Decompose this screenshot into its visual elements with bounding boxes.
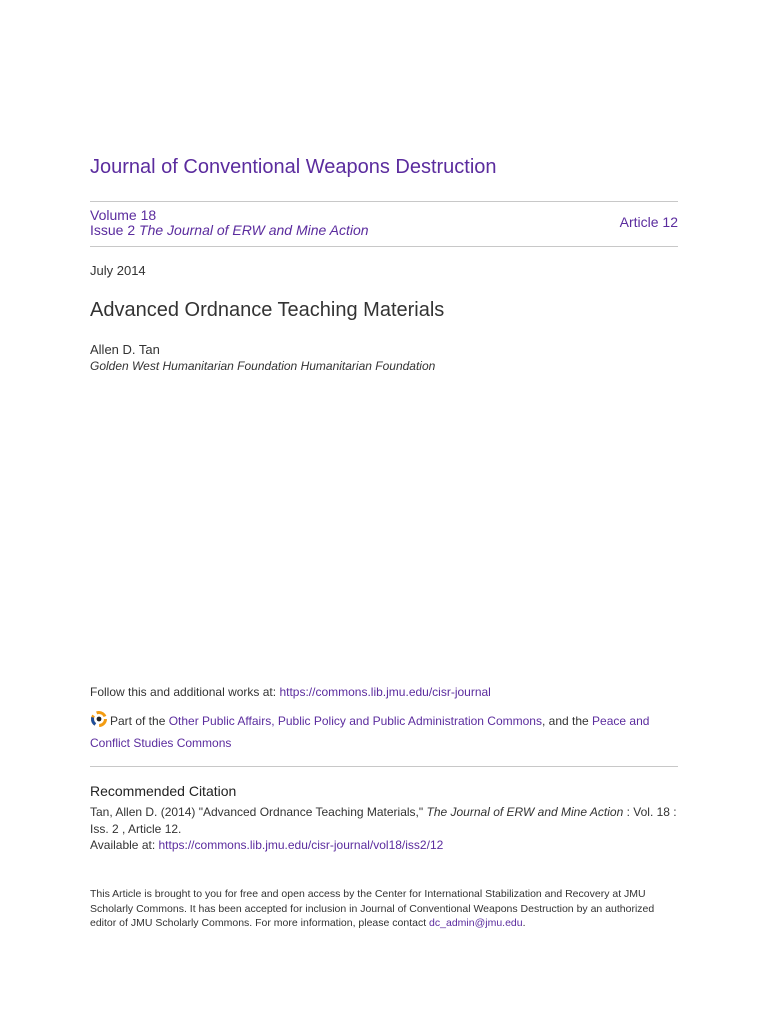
volume-link[interactable]: Volume 18 (90, 207, 157, 223)
follow-line (90, 685, 491, 699)
follow-url-link[interactable]: https://commons.lib.jmu.edu/cisr-journal (279, 685, 491, 699)
available-prefix: Available at: (90, 838, 159, 852)
publication-date: July 2014 (90, 263, 146, 278)
access-note-text: This Article is brought to you for free and open access by the Center for International Stabilization and Recovery at JMU Scholarly Commons. It has been accepted for inclusion in Journal of Conventional Weapons Destruction by an authorized editor of JMU Scholarly Commons. For more information, please contact (90, 888, 655, 929)
commons-link-peace-conflict[interactable]: Peace and Conflict Studies Commons (90, 714, 650, 750)
recommended-citation-heading: Recommended Citation (90, 783, 237, 799)
contact-email-link[interactable]: dc_admin@jmu.edu (429, 917, 523, 929)
article-url-link[interactable]: https://commons.lib.jmu.edu/cisr-journal/vol18/iss2/12 (158, 838, 444, 852)
part-of-line (90, 710, 680, 754)
article-number-link[interactable]: Article 12 (619, 214, 678, 230)
author-name: Allen D. Tan (90, 342, 160, 357)
citation-text (90, 804, 678, 854)
part-of-prefix: Part of the (110, 714, 169, 728)
article-title: Advanced Ordnance Teaching Materials (90, 299, 445, 321)
network-commons-icon (90, 710, 108, 728)
access-note-end: . (522, 917, 526, 929)
issue-label: Issue 2 (90, 222, 136, 238)
commons-link-public-affairs[interactable]: Other Public Affairs, Public Policy and Public Administration Commons (168, 714, 542, 728)
citation-end: : Vol. 18 : Iss. 2 , Article 12. (90, 805, 677, 836)
author-affiliation: Golden West Humanitarian Foundation Humanitarian Foundation (90, 359, 436, 373)
journal-title-link[interactable]: Journal of Conventional Weapons Destruction (90, 156, 497, 178)
follow-prefix: Follow this and additional works at: (90, 685, 280, 699)
citation-journal: The Journal of ERW and Mine Action (426, 805, 624, 819)
top-divider (90, 201, 678, 202)
citation-divider (90, 766, 678, 767)
access-note (90, 887, 678, 931)
citation-start: Tan, Allen D. (2014) "Advanced Ordnance Teaching Materials," (90, 805, 427, 819)
header-divider (90, 246, 678, 247)
issue-link[interactable] (90, 222, 369, 238)
volume-issue-block (90, 208, 369, 238)
issue-title: The Journal of ERW and Mine Action (139, 222, 369, 238)
part-of-middle: , and the (541, 714, 593, 728)
